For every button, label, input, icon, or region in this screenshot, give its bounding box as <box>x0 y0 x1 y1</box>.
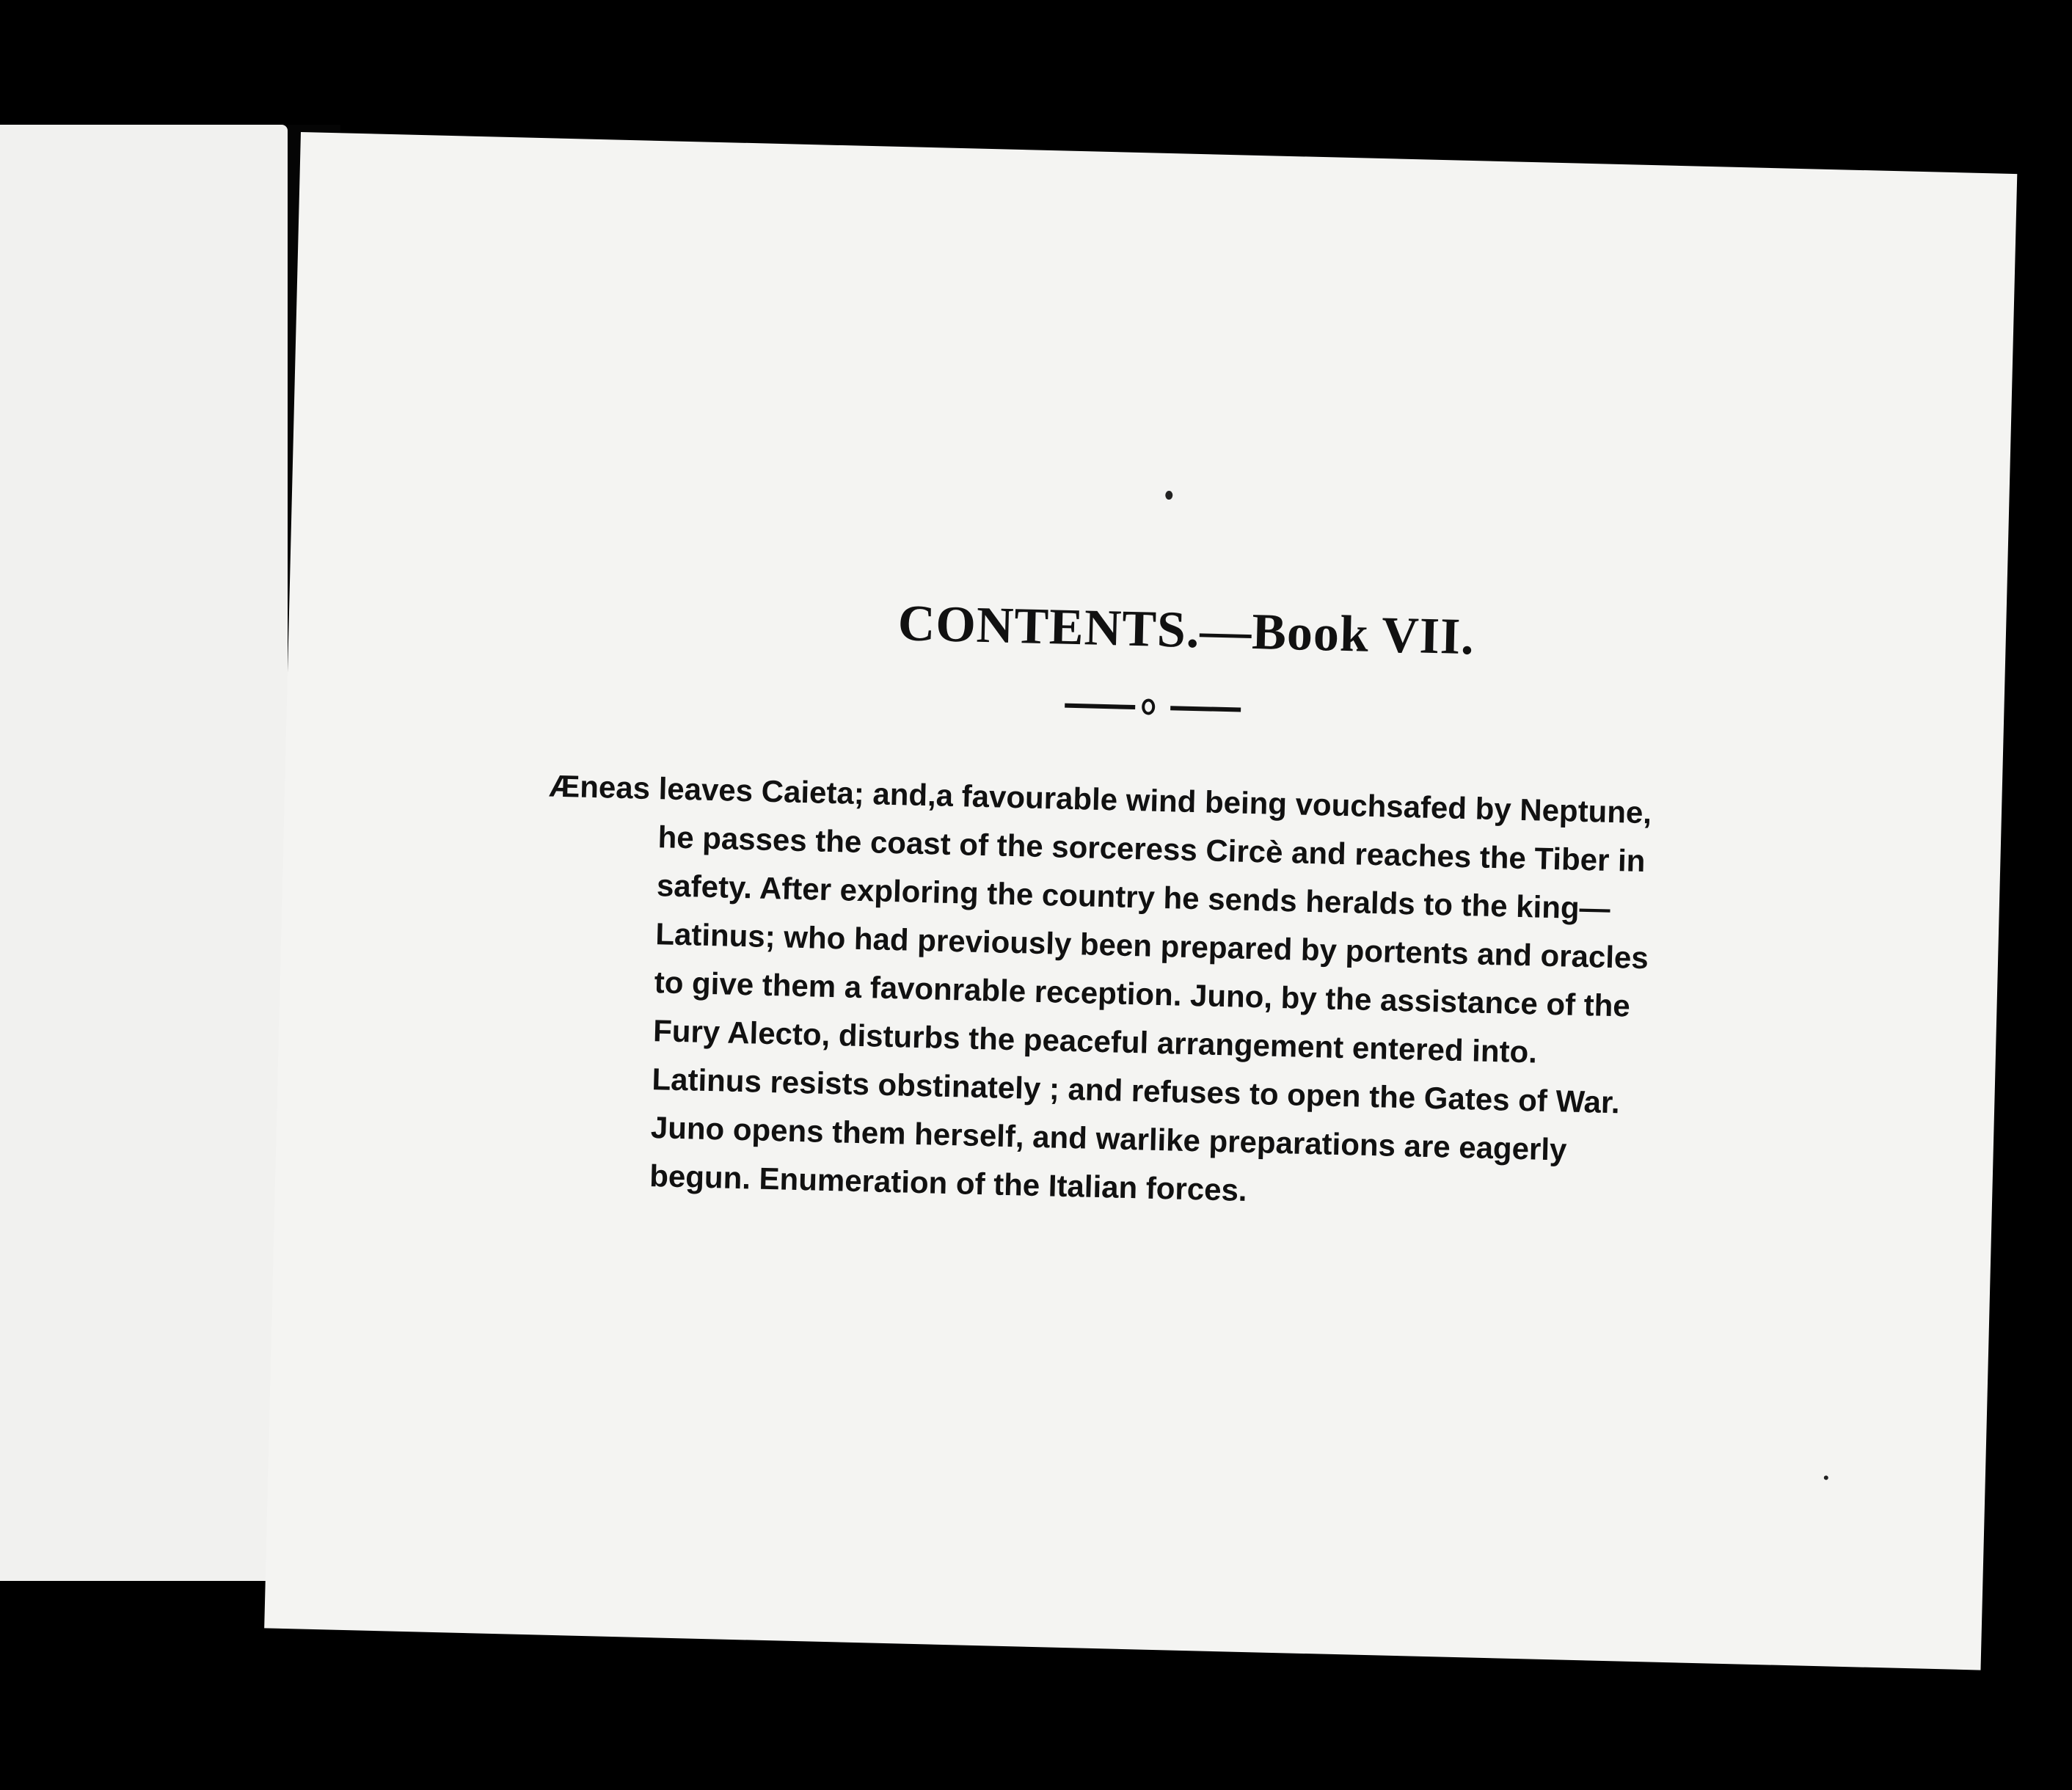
summary-line: Æneas leaves Caieta; and,a favourable wind being vouchsafed by Neptune, <box>548 768 1652 830</box>
summary-line: he passes the coast of the sorceress Circè and reaches the Tiber in <box>657 819 1646 879</box>
ornament-rule-right <box>1170 706 1241 712</box>
summary-line: safety. After exploring the country he sends heralds to the king— <box>656 868 1611 926</box>
page-title: CONTENTS.—Book VII. <box>897 595 1475 666</box>
ornament-divider <box>1065 694 1241 720</box>
summary-line: to give them a favonrable reception. Juno, by the assistance of the <box>654 965 1631 1023</box>
ornament-circle-icon <box>1142 698 1156 715</box>
summary-line: begun. Enumeration of the Italian forces. <box>649 1158 1248 1208</box>
summary-line: Latinus; who had previously been prepared by portents and oracles <box>654 916 1649 976</box>
film-speck <box>1824 1475 1828 1480</box>
summary-line: Latinus resists obstinately ; and refuses to open the Gates of War. <box>652 1062 1621 1120</box>
book-page <box>264 132 2017 1670</box>
film-speck <box>1165 491 1172 500</box>
summary-line: Fury Alecto, disturbs the peaceful arrangement entered into. <box>652 1013 1538 1070</box>
summary-line: Juno opens them herself, and warlike preparations are eagerly <box>650 1110 1567 1167</box>
previous-page-fragment <box>0 125 288 1581</box>
ornament-rule-left <box>1065 704 1135 709</box>
book-summary <box>539 762 1753 1227</box>
